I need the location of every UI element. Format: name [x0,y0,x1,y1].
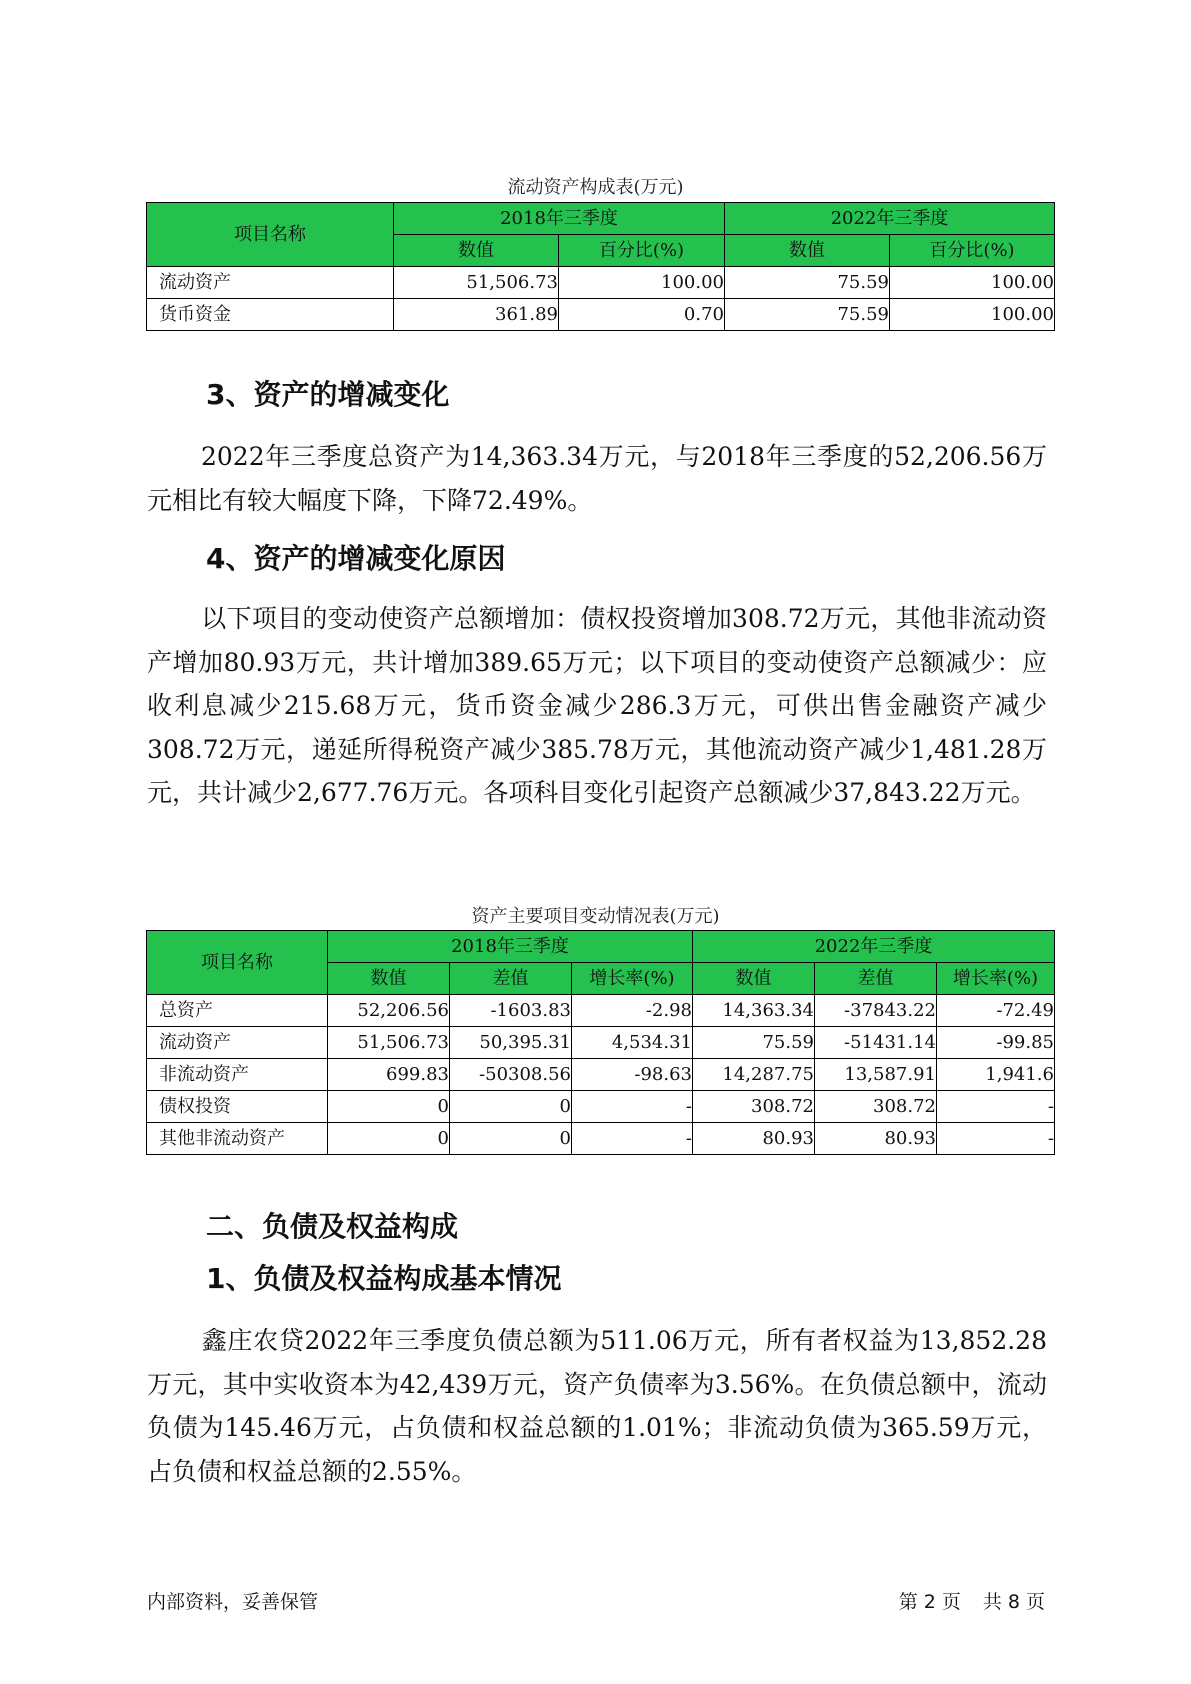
section4-text: 以下项目的变动使资产总额增加：债权投资增加308.72万元，其他非流动资产增加80.93万元，共计增加389.65万元；以下项目的变动使资产总额减少：应收利息减少215.68万元，货币资金减少286.3万元，可供出售金融资产减少308.72万元，递延所得税资产减少385.78万元，其他流动资产减少1,481.28万元，共计减少2,677.76万元。各项科目变化引起资产总额减少37,843.22万元。 [147,604,1047,807]
table-cell: -72.49 [937,995,1055,1027]
total-num: 8 [1007,1591,1020,1613]
table-row [147,995,1055,1027]
table-row [147,1123,1055,1155]
total-unit: 页 [1025,1591,1045,1613]
row-label: 总资产 [147,995,328,1027]
table-cell: 100.00 [890,299,1055,331]
table-cell: 0 [328,1123,450,1155]
row-label: 流动资产 [147,267,394,299]
table-cell: 100.00 [559,267,725,299]
table-cell: 75.59 [725,299,890,331]
table2-header-period1: 2018年三季度 [328,931,693,963]
page-unit: 页 [941,1591,961,1613]
table-cell: 51,506.73 [328,1027,450,1059]
table2-header-period2: 2022年三季度 [693,931,1055,963]
table2-subheader: 差值 [815,963,937,995]
table-cell: 361.89 [394,299,559,331]
table-cell: 0 [450,1091,572,1123]
table1-caption: 流动资产构成表(万元) [507,177,684,198]
table-cell: 75.59 [725,267,890,299]
table-cell: 52,206.56 [328,995,450,1027]
row-label: 其他非流动资产 [147,1123,328,1155]
table-cell: 75.59 [693,1027,815,1059]
table-row [147,299,1055,331]
footer-note: 内部资料，妥善保管 [147,1591,319,1613]
table-cell: 51,506.73 [394,267,559,299]
table-cell: - [572,1091,693,1123]
row-label: 货币资金 [147,299,394,331]
table-cell: 13,587.91 [815,1059,937,1091]
part2-subheading: 1、负债及权益构成基本情况 [206,1262,562,1295]
table-row [147,1091,1055,1123]
table2-header-item: 项目名称 [147,931,328,995]
section3-text: 2022年三季度总资产为14,363.34万元，与2018年三季度的52,206.56万元相比有较大幅度下降，下降72.49%。 [147,442,1047,515]
table-row [147,1059,1055,1091]
table-cell: -51431.14 [815,1027,937,1059]
total-prefix: 共 [982,1591,1002,1613]
asset-change-table [146,930,1055,1155]
table1-header-item: 项目名称 [147,203,394,267]
section4-paragraph [147,597,1047,815]
table1-subheader: 百分比(%) [890,235,1055,267]
table-cell: -99.85 [937,1027,1055,1059]
table-cell: -2.98 [572,995,693,1027]
table2-subheader: 差值 [450,963,572,995]
table-cell: -50308.56 [450,1059,572,1091]
section3-heading: 3、资产的增减变化 [206,378,450,411]
table-cell: 4,534.31 [572,1027,693,1059]
section3-paragraph [147,435,1047,522]
table1-header-period1: 2018年三季度 [394,203,725,235]
table-cell: 308.72 [815,1091,937,1123]
page-prefix: 第 [898,1591,918,1613]
table-row [147,267,1055,299]
table-cell: 1,941.6 [937,1059,1055,1091]
current-assets-table [146,202,1055,331]
part2-heading: 二、负债及权益构成 [206,1210,459,1243]
table-cell: 80.93 [693,1123,815,1155]
table-cell: 699.83 [328,1059,450,1091]
table1-subheader: 百分比(%) [559,235,725,267]
table2-subheader: 数值 [328,963,450,995]
table-cell: - [937,1091,1055,1123]
part2-paragraph [147,1319,1047,1493]
table2-subheader: 增长率(%) [572,963,693,995]
page-number [893,1587,1045,1614]
page-num: 2 [923,1591,936,1613]
table-cell: 14,363.34 [693,995,815,1027]
section4-heading: 4、资产的增减变化原因 [206,542,506,575]
row-label: 债权投资 [147,1091,328,1123]
table-cell: 14,287.75 [693,1059,815,1091]
table-cell: -37843.22 [815,995,937,1027]
table-cell: - [572,1123,693,1155]
table2-subheader: 数值 [693,963,815,995]
table-cell: -98.63 [572,1059,693,1091]
row-label: 流动资产 [147,1027,328,1059]
table-cell: 80.93 [815,1123,937,1155]
table2-caption: 资产主要项目变动情况表(万元) [471,906,720,927]
table1-subheader: 数值 [394,235,559,267]
table-row [147,1027,1055,1059]
table-cell: 0 [450,1123,572,1155]
table-cell: 0 [328,1091,450,1123]
table-cell: 308.72 [693,1091,815,1123]
table-cell: - [937,1123,1055,1155]
table1-header-period2: 2022年三季度 [725,203,1055,235]
table-cell: 0.70 [559,299,725,331]
table-cell: 100.00 [890,267,1055,299]
table-cell: -1603.83 [450,995,572,1027]
row-label: 非流动资产 [147,1059,328,1091]
table-cell: 50,395.31 [450,1027,572,1059]
part2-text: 鑫庄农贷2022年三季度负债总额为511.06万元，所有者权益为13,852.28万元，其中实收资本为42,439万元，资产负债率为3.56%。在负债总额中，流动负债为145.46万元，占负债和权益总额的1.01%；非流动负债为365.59万元，占负债和权益总额的2.55%。 [147,1326,1047,1486]
table1-subheader: 数值 [725,235,890,267]
table2-subheader: 增长率(%) [937,963,1055,995]
